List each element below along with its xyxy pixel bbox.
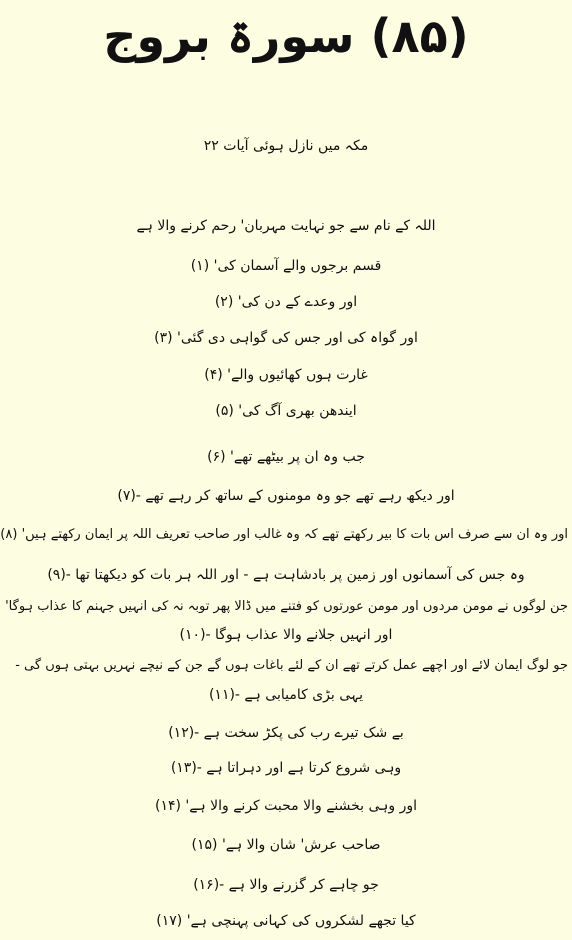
verse-line: غارت ہوں کھائیوں والے' (۴) — [204, 367, 368, 383]
verse-line: اور دیکھ رہے تھے جو وہ مومنوں کے ساتھ کر رہے تھے -(۷) — [117, 488, 455, 504]
bismillah-line: اللہ کے نام سے جو نہایت مہربان' رحم کرنے والا ہے — [136, 218, 436, 234]
verse-line: جو لوگ ایمان لائے اور اچھے عمل کرتے تھے ان کے لئے باغات ہوں گے جن کے نیچے نہریں بہتی ہوں گی - — [15, 658, 568, 673]
verse-line: بے شک تیرے رب کی پکڑ سخت ہے -(۱۲) — [168, 725, 404, 741]
verse-line: جب وہ ان پر بیٹھے تھے' (۶) — [207, 449, 365, 465]
verse-line: قسم برجوں والے آسمان کی' (۱) — [190, 258, 382, 274]
verse-line: اور وعدے کے دن کی' (۲) — [214, 294, 358, 310]
verse-line: جن لوگوں نے مومن مردوں اور مومن عورتوں کو فتنے میں ڈالا پھر توبہ نہ کی انہیں جہنم کا عذاب ہوگا' — [5, 599, 568, 614]
verse-line: ایندھن بھری آگ کی' (۵) — [215, 403, 357, 419]
verse-line: اور انہیں جلانے والا عذاب ہوگا -(۱۰) — [179, 627, 393, 643]
verse-line: اور گواہ کی اور جس کی گواہی دی گئی' (۳) — [154, 330, 418, 346]
verse-line: اور وہی بخشنے والا محبت کرنے والا ہے' (۱۴) — [155, 798, 417, 814]
surah-title: (۸۵) سورۃ بروج — [103, 9, 469, 63]
verse-line: وہی شروع کرتا ہے اور دہراتا ہے -(۱۳) — [170, 760, 402, 776]
verse-line: جو چاہے کر گزرنے والا ہے -(۱۶) — [193, 877, 379, 893]
verse-line: اور وہ ان سے صرف اس بات کا بیر رکھتے تھے کہ وہ غالب اور صاحب تعریف اللہ پر ایمان رکھتے ہیں' (۸) — [0, 527, 568, 542]
verse-line: وہ جس کی آسمانوں اور زمین پر بادشاہت ہے - اور اللہ ہر بات کو دیکھتا تھا -(۹) — [47, 567, 525, 583]
verse-line: کیا تجھے لشکروں کی کہانی پہنچی ہے' (۱۷) — [156, 913, 416, 929]
verse-line: صاحب عرش' شان والا ہے' (۱۵) — [191, 837, 381, 853]
verse-line: یہی بڑی کامیابی ہے -(۱۱) — [208, 687, 364, 703]
revelation-info: مکہ میں نازل ہوئی آیات ۲۲ — [203, 138, 369, 154]
